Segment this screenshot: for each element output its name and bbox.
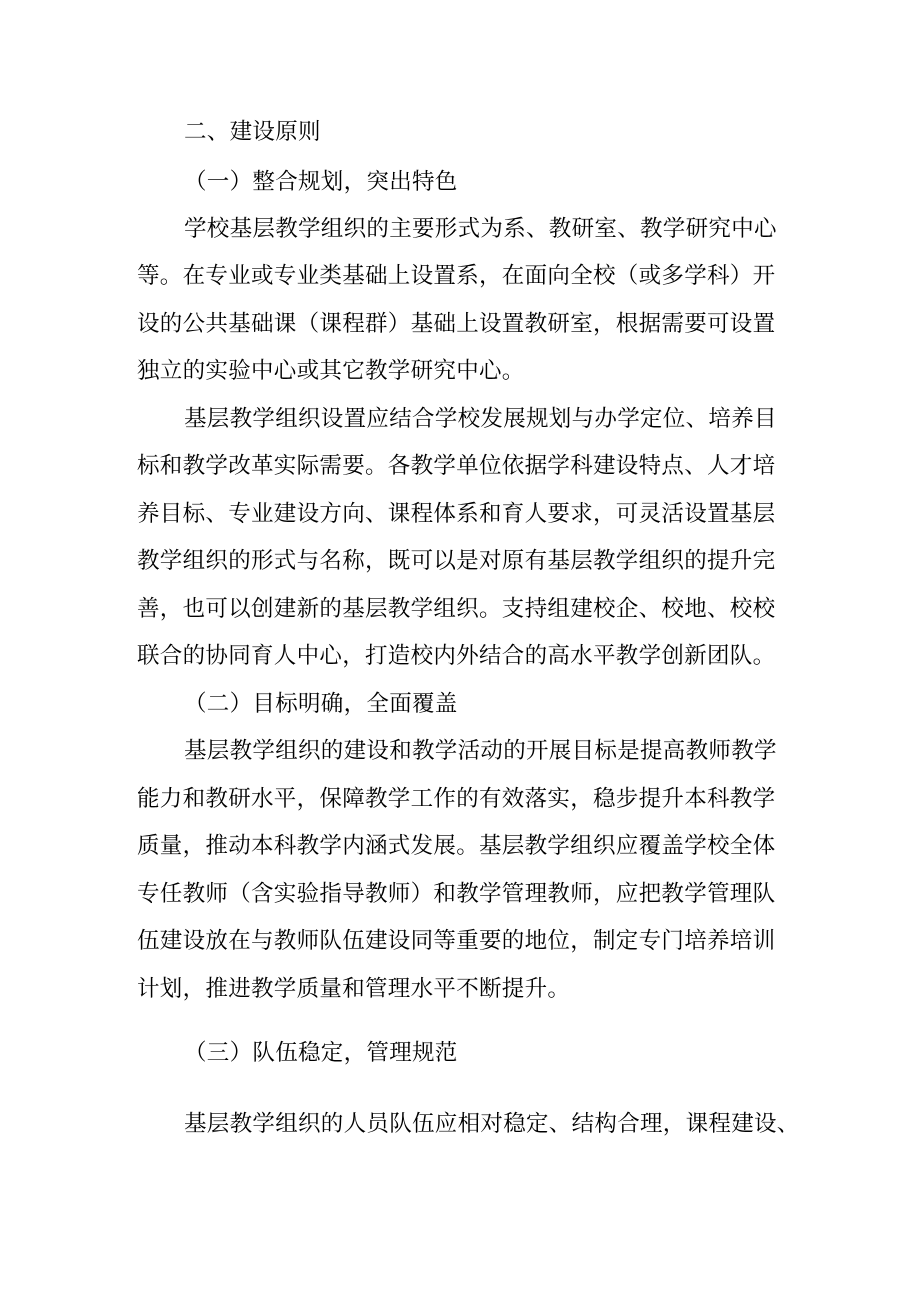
- paragraph-line: 标和教学改革实际需要。各教学单位依据学科建设特点、人才培: [137, 453, 776, 479]
- subsection-heading-1: （一）整合规划，突出特色: [184, 169, 458, 195]
- paragraph-line: 能力和教研水平，保障教学工作的有效落实，稳步提升本科教学: [137, 786, 776, 812]
- section-heading: 二、建设原则: [184, 119, 321, 145]
- subsection-heading-3: （三）队伍稳定，管理规范: [184, 1040, 458, 1066]
- paragraph-line: 善，也可以创建新的基层教学组织。支持组建校企、校地、校校: [137, 596, 776, 622]
- paragraph-line: 基层教学组织的人员队伍应相对稳定、结构合理，课程建设、: [184, 1111, 800, 1137]
- paragraph-line: 联合的协同育人中心，打造校内外结合的高水平教学创新团队。: [137, 643, 776, 669]
- paragraph-line: 等。在专业或专业类基础上设置系，在面向全校（或多学科）开: [137, 263, 776, 289]
- paragraph-line: 专任教师（含实验指导教师）和教学管理教师，应把教学管理队: [137, 881, 776, 907]
- paragraph-line: 养目标、专业建设方向、课程体系和育人要求，可灵活设置基层: [137, 501, 776, 527]
- paragraph-line: 设的公共基础课（课程群）基础上设置教研室，根据需要可设置: [137, 311, 776, 337]
- paragraph-line: 独立的实验中心或其它教学研究中心。: [137, 358, 525, 384]
- paragraph-line: 基层教学组织的建设和教学活动的开展目标是提高教师教学: [184, 738, 777, 764]
- paragraph-line: 计划，推进教学质量和管理水平不断提升。: [137, 976, 571, 1002]
- paragraph-line: 伍建设放在与教师队伍建设同等重要的地位，制定专门培养培训: [137, 928, 776, 954]
- subsection-heading-2: （二）目标明确，全面覆盖: [184, 691, 458, 717]
- paragraph-line: 基层教学组织设置应结合学校发展规划与办学定位、培养目: [184, 406, 777, 432]
- paragraph-line: 质量，推动本科教学内涵式发展。基层教学组织应覆盖学校全体: [137, 833, 776, 859]
- paragraph-line: 学校基层教学组织的主要形式为系、教研室、教学研究中心: [184, 216, 777, 242]
- paragraph-line: 教学组织的形式与名称，既可以是对原有基层教学组织的提升完: [137, 548, 776, 574]
